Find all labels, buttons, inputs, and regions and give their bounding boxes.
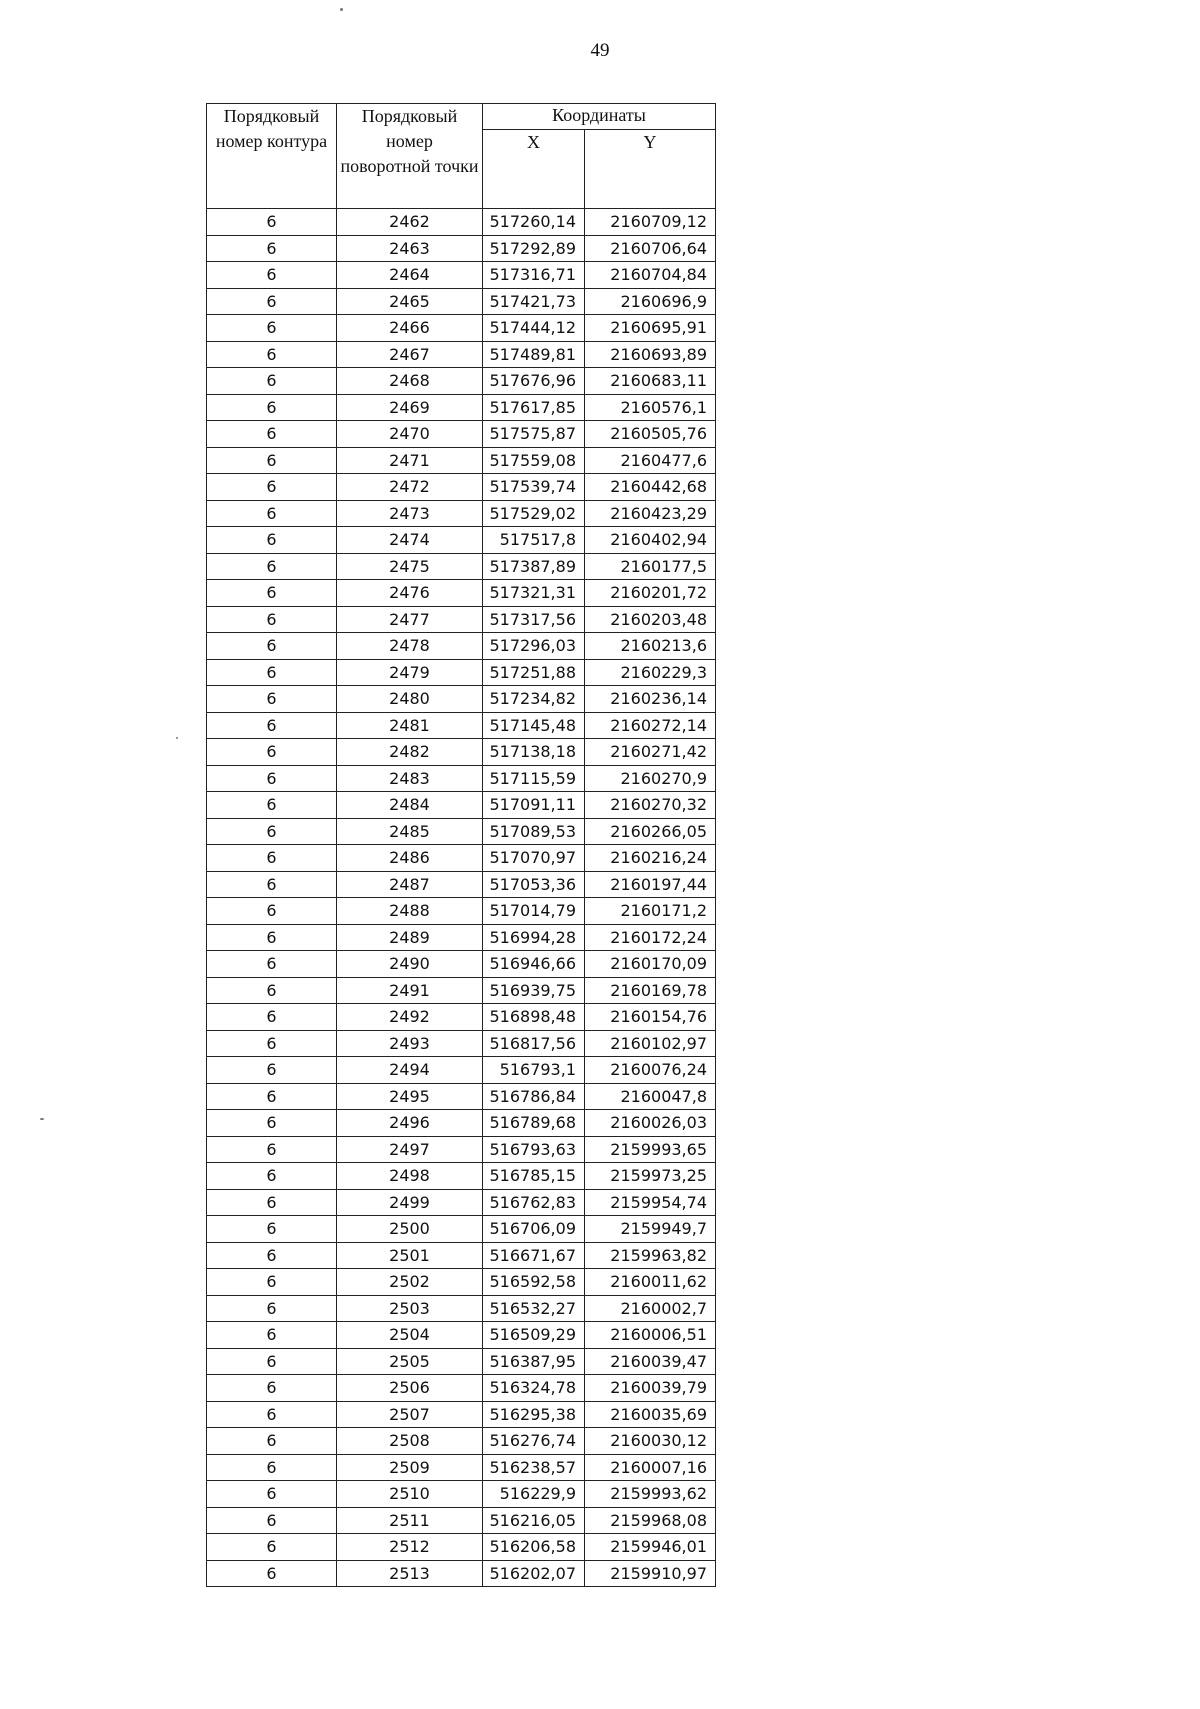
contour-cell: 6 xyxy=(207,845,337,872)
y-cell: 2160216,24 xyxy=(585,845,716,872)
x-cell: 516238,57 xyxy=(483,1454,585,1481)
point-cell: 2512 xyxy=(337,1534,483,1561)
y-cell: 2160213,6 xyxy=(585,633,716,660)
y-cell: 2160197,44 xyxy=(585,871,716,898)
contour-cell: 6 xyxy=(207,1057,337,1084)
table-row xyxy=(207,1242,716,1269)
table-row xyxy=(207,1454,716,1481)
y-cell: 2160709,12 xyxy=(585,209,716,236)
y-cell: 2160177,5 xyxy=(585,553,716,580)
point-cell: 2507 xyxy=(337,1401,483,1428)
x-cell: 516994,28 xyxy=(483,924,585,951)
contour-cell: 6 xyxy=(207,527,337,554)
x-cell: 516793,1 xyxy=(483,1057,585,1084)
y-cell: 2160169,78 xyxy=(585,977,716,1004)
x-cell: 517676,96 xyxy=(483,368,585,395)
x-cell: 517444,12 xyxy=(483,315,585,342)
contour-cell: 6 xyxy=(207,606,337,633)
point-cell: 2505 xyxy=(337,1348,483,1375)
y-cell: 2160172,24 xyxy=(585,924,716,951)
contour-cell: 6 xyxy=(207,1534,337,1561)
point-cell: 2487 xyxy=(337,871,483,898)
page-number: 49 xyxy=(590,40,610,61)
header-coordinates: Координаты xyxy=(483,104,716,130)
y-cell: 2160271,42 xyxy=(585,739,716,766)
point-cell: 2508 xyxy=(337,1428,483,1455)
x-cell: 516229,9 xyxy=(483,1481,585,1508)
table-row xyxy=(207,1348,716,1375)
point-cell: 2477 xyxy=(337,606,483,633)
point-cell: 2478 xyxy=(337,633,483,660)
contour-cell: 6 xyxy=(207,871,337,898)
x-cell: 517091,11 xyxy=(483,792,585,819)
table-row xyxy=(207,845,716,872)
y-cell: 2160102,97 xyxy=(585,1030,716,1057)
x-cell: 517014,79 xyxy=(483,898,585,925)
contour-cell: 6 xyxy=(207,1428,337,1455)
x-cell: 516592,58 xyxy=(483,1269,585,1296)
contour-cell: 6 xyxy=(207,1030,337,1057)
point-cell: 2491 xyxy=(337,977,483,1004)
x-cell: 516671,67 xyxy=(483,1242,585,1269)
point-cell: 2498 xyxy=(337,1163,483,1190)
contour-cell: 6 xyxy=(207,659,337,686)
y-cell: 2159963,82 xyxy=(585,1242,716,1269)
point-cell: 2463 xyxy=(337,235,483,262)
point-cell: 2475 xyxy=(337,553,483,580)
y-cell: 2160171,2 xyxy=(585,898,716,925)
y-cell: 2159910,97 xyxy=(585,1560,716,1587)
x-cell: 516706,09 xyxy=(483,1216,585,1243)
point-cell: 2495 xyxy=(337,1083,483,1110)
x-cell: 517539,74 xyxy=(483,474,585,501)
table-row xyxy=(207,288,716,315)
table-row xyxy=(207,447,716,474)
contour-cell: 6 xyxy=(207,315,337,342)
contour-cell: 6 xyxy=(207,421,337,448)
table-row xyxy=(207,553,716,580)
header-point-number: Порядковый номер поворотной точки xyxy=(337,104,483,209)
x-cell: 516946,66 xyxy=(483,951,585,978)
contour-cell: 6 xyxy=(207,1269,337,1296)
table-row xyxy=(207,527,716,554)
point-cell: 2493 xyxy=(337,1030,483,1057)
y-cell: 2160076,24 xyxy=(585,1057,716,1084)
contour-cell: 6 xyxy=(207,368,337,395)
contour-cell: 6 xyxy=(207,209,337,236)
table-row xyxy=(207,368,716,395)
x-cell: 517517,8 xyxy=(483,527,585,554)
y-cell: 2160683,11 xyxy=(585,368,716,395)
point-cell: 2467 xyxy=(337,341,483,368)
table-row xyxy=(207,1110,716,1137)
table-row xyxy=(207,474,716,501)
point-cell: 2488 xyxy=(337,898,483,925)
contour-cell: 6 xyxy=(207,474,337,501)
y-cell: 2160505,76 xyxy=(585,421,716,448)
table-row xyxy=(207,421,716,448)
contour-cell: 6 xyxy=(207,580,337,607)
y-cell: 2160402,94 xyxy=(585,527,716,554)
x-cell: 516324,78 xyxy=(483,1375,585,1402)
point-cell: 2513 xyxy=(337,1560,483,1587)
point-cell: 2471 xyxy=(337,447,483,474)
y-cell: 2160695,91 xyxy=(585,315,716,342)
table-row xyxy=(207,1295,716,1322)
y-cell: 2159973,25 xyxy=(585,1163,716,1190)
y-cell: 2160007,16 xyxy=(585,1454,716,1481)
y-cell: 2160039,79 xyxy=(585,1375,716,1402)
y-cell: 2160706,64 xyxy=(585,235,716,262)
y-cell: 2160704,84 xyxy=(585,262,716,289)
contour-cell: 6 xyxy=(207,686,337,713)
point-cell: 2462 xyxy=(337,209,483,236)
x-cell: 516898,48 xyxy=(483,1004,585,1031)
y-cell: 2160576,1 xyxy=(585,394,716,421)
y-cell: 2160272,14 xyxy=(585,712,716,739)
contour-cell: 6 xyxy=(207,288,337,315)
y-cell: 2160423,29 xyxy=(585,500,716,527)
point-cell: 2473 xyxy=(337,500,483,527)
table-row xyxy=(207,262,716,289)
contour-cell: 6 xyxy=(207,1348,337,1375)
table-row xyxy=(207,1083,716,1110)
y-cell: 2159954,74 xyxy=(585,1189,716,1216)
contour-cell: 6 xyxy=(207,1375,337,1402)
point-cell: 2500 xyxy=(337,1216,483,1243)
contour-cell: 6 xyxy=(207,235,337,262)
x-cell: 516762,83 xyxy=(483,1189,585,1216)
x-cell: 517251,88 xyxy=(483,659,585,686)
x-cell: 516387,95 xyxy=(483,1348,585,1375)
x-cell: 517489,81 xyxy=(483,341,585,368)
contour-cell: 6 xyxy=(207,1110,337,1137)
point-cell: 2479 xyxy=(337,659,483,686)
x-cell: 517421,73 xyxy=(483,288,585,315)
table-row xyxy=(207,1216,716,1243)
x-cell: 517234,82 xyxy=(483,686,585,713)
point-cell: 2470 xyxy=(337,421,483,448)
contour-cell: 6 xyxy=(207,500,337,527)
table-row xyxy=(207,792,716,819)
contour-cell: 6 xyxy=(207,792,337,819)
point-cell: 2499 xyxy=(337,1189,483,1216)
x-cell: 517115,59 xyxy=(483,765,585,792)
point-cell: 2497 xyxy=(337,1136,483,1163)
table-row xyxy=(207,606,716,633)
table-row xyxy=(207,341,716,368)
x-cell: 516789,68 xyxy=(483,1110,585,1137)
table-row xyxy=(207,235,716,262)
table-row xyxy=(207,394,716,421)
contour-cell: 6 xyxy=(207,1189,337,1216)
table-row xyxy=(207,1057,716,1084)
table-row xyxy=(207,898,716,925)
y-cell: 2160154,76 xyxy=(585,1004,716,1031)
point-cell: 2494 xyxy=(337,1057,483,1084)
y-cell: 2160047,8 xyxy=(585,1083,716,1110)
table-row xyxy=(207,580,716,607)
table-row xyxy=(207,712,716,739)
y-cell: 2160270,32 xyxy=(585,792,716,819)
y-cell: 2159993,65 xyxy=(585,1136,716,1163)
contour-cell: 6 xyxy=(207,739,337,766)
point-cell: 2484 xyxy=(337,792,483,819)
x-cell: 517089,53 xyxy=(483,818,585,845)
contour-cell: 6 xyxy=(207,553,337,580)
point-cell: 2496 xyxy=(337,1110,483,1137)
y-cell: 2160696,9 xyxy=(585,288,716,315)
scan-speck xyxy=(176,737,178,739)
point-cell: 2511 xyxy=(337,1507,483,1534)
y-cell: 2160266,05 xyxy=(585,818,716,845)
table-row xyxy=(207,686,716,713)
point-cell: 2486 xyxy=(337,845,483,872)
contour-cell: 6 xyxy=(207,951,337,978)
table-row xyxy=(207,1322,716,1349)
table-row xyxy=(207,1428,716,1455)
x-cell: 517617,85 xyxy=(483,394,585,421)
contour-cell: 6 xyxy=(207,1242,337,1269)
table-row xyxy=(207,765,716,792)
y-cell: 2160236,14 xyxy=(585,686,716,713)
point-cell: 2472 xyxy=(337,474,483,501)
contour-cell: 6 xyxy=(207,341,337,368)
point-cell: 2490 xyxy=(337,951,483,978)
contour-cell: 6 xyxy=(207,818,337,845)
y-cell: 2160026,03 xyxy=(585,1110,716,1137)
point-cell: 2465 xyxy=(337,288,483,315)
table-row xyxy=(207,739,716,766)
point-cell: 2510 xyxy=(337,1481,483,1508)
x-cell: 516786,84 xyxy=(483,1083,585,1110)
table-row xyxy=(207,871,716,898)
y-cell: 2160442,68 xyxy=(585,474,716,501)
table-row xyxy=(207,633,716,660)
point-cell: 2474 xyxy=(337,527,483,554)
contour-cell: 6 xyxy=(207,1216,337,1243)
y-cell: 2159946,01 xyxy=(585,1534,716,1561)
point-cell: 2504 xyxy=(337,1322,483,1349)
y-cell: 2159993,62 xyxy=(585,1481,716,1508)
x-cell: 517145,48 xyxy=(483,712,585,739)
point-cell: 2483 xyxy=(337,765,483,792)
table-row xyxy=(207,1269,716,1296)
table-row xyxy=(207,1401,716,1428)
x-cell: 516793,63 xyxy=(483,1136,585,1163)
contour-cell: 6 xyxy=(207,633,337,660)
x-cell: 516939,75 xyxy=(483,977,585,1004)
table-row xyxy=(207,209,716,236)
y-cell: 2160201,72 xyxy=(585,580,716,607)
table-row xyxy=(207,1030,716,1057)
y-cell: 2160170,09 xyxy=(585,951,716,978)
table-row xyxy=(207,315,716,342)
table-row xyxy=(207,924,716,951)
point-cell: 2485 xyxy=(337,818,483,845)
table-row xyxy=(207,951,716,978)
table-row xyxy=(207,1481,716,1508)
x-cell: 516202,07 xyxy=(483,1560,585,1587)
y-cell: 2160039,47 xyxy=(585,1348,716,1375)
x-cell: 516206,58 xyxy=(483,1534,585,1561)
table-header xyxy=(207,104,716,209)
x-cell: 517316,71 xyxy=(483,262,585,289)
y-cell: 2160002,7 xyxy=(585,1295,716,1322)
y-cell: 2159968,08 xyxy=(585,1507,716,1534)
x-cell: 516216,05 xyxy=(483,1507,585,1534)
y-cell: 2159949,7 xyxy=(585,1216,716,1243)
scan-speck xyxy=(40,1118,44,1120)
point-cell: 2469 xyxy=(337,394,483,421)
contour-cell: 6 xyxy=(207,898,337,925)
x-cell: 517575,87 xyxy=(483,421,585,448)
point-cell: 2503 xyxy=(337,1295,483,1322)
x-cell: 517070,97 xyxy=(483,845,585,872)
point-cell: 2480 xyxy=(337,686,483,713)
table-row xyxy=(207,500,716,527)
x-cell: 517138,18 xyxy=(483,739,585,766)
contour-cell: 6 xyxy=(207,394,337,421)
x-cell: 517317,56 xyxy=(483,606,585,633)
table-row xyxy=(207,1004,716,1031)
x-cell: 516785,15 xyxy=(483,1163,585,1190)
x-cell: 517559,08 xyxy=(483,447,585,474)
x-cell: 517296,03 xyxy=(483,633,585,660)
y-cell: 2160030,12 xyxy=(585,1428,716,1455)
x-cell: 516295,38 xyxy=(483,1401,585,1428)
x-cell: 517260,14 xyxy=(483,209,585,236)
table-row xyxy=(207,1507,716,1534)
table-body xyxy=(207,209,716,1587)
x-cell: 516532,27 xyxy=(483,1295,585,1322)
table-row xyxy=(207,659,716,686)
scan-speck xyxy=(340,8,343,11)
x-cell: 516509,29 xyxy=(483,1322,585,1349)
y-cell: 2160270,9 xyxy=(585,765,716,792)
table-row xyxy=(207,1189,716,1216)
contour-cell: 6 xyxy=(207,924,337,951)
y-cell: 2160035,69 xyxy=(585,1401,716,1428)
point-cell: 2466 xyxy=(337,315,483,342)
point-cell: 2464 xyxy=(337,262,483,289)
y-cell: 2160477,6 xyxy=(585,447,716,474)
contour-cell: 6 xyxy=(207,1454,337,1481)
x-cell: 517321,31 xyxy=(483,580,585,607)
contour-cell: 6 xyxy=(207,1004,337,1031)
contour-cell: 6 xyxy=(207,765,337,792)
point-cell: 2502 xyxy=(337,1269,483,1296)
table-row xyxy=(207,1136,716,1163)
point-cell: 2509 xyxy=(337,1454,483,1481)
point-cell: 2506 xyxy=(337,1375,483,1402)
point-cell: 2492 xyxy=(337,1004,483,1031)
point-cell: 2489 xyxy=(337,924,483,951)
point-cell: 2482 xyxy=(337,739,483,766)
contour-cell: 6 xyxy=(207,447,337,474)
table-row xyxy=(207,1375,716,1402)
point-cell: 2476 xyxy=(337,580,483,607)
contour-cell: 6 xyxy=(207,712,337,739)
contour-cell: 6 xyxy=(207,1507,337,1534)
table-row xyxy=(207,1560,716,1587)
x-cell: 516276,74 xyxy=(483,1428,585,1455)
point-cell: 2501 xyxy=(337,1242,483,1269)
contour-cell: 6 xyxy=(207,1560,337,1587)
x-cell: 517529,02 xyxy=(483,500,585,527)
point-cell: 2468 xyxy=(337,368,483,395)
x-cell: 517387,89 xyxy=(483,553,585,580)
contour-cell: 6 xyxy=(207,1136,337,1163)
y-cell: 2160229,3 xyxy=(585,659,716,686)
contour-cell: 6 xyxy=(207,262,337,289)
table-row xyxy=(207,818,716,845)
contour-cell: 6 xyxy=(207,1163,337,1190)
y-cell: 2160006,51 xyxy=(585,1322,716,1349)
y-cell: 2160693,89 xyxy=(585,341,716,368)
y-cell: 2160203,48 xyxy=(585,606,716,633)
x-cell: 517292,89 xyxy=(483,235,585,262)
header-y: Y xyxy=(585,130,716,209)
contour-cell: 6 xyxy=(207,1083,337,1110)
x-cell: 516817,56 xyxy=(483,1030,585,1057)
table-row xyxy=(207,1534,716,1561)
contour-cell: 6 xyxy=(207,1401,337,1428)
coordinates-table xyxy=(206,103,716,1587)
x-cell: 517053,36 xyxy=(483,871,585,898)
contour-cell: 6 xyxy=(207,977,337,1004)
table-row xyxy=(207,977,716,1004)
contour-cell: 6 xyxy=(207,1322,337,1349)
point-cell: 2481 xyxy=(337,712,483,739)
contour-cell: 6 xyxy=(207,1295,337,1322)
y-cell: 2160011,62 xyxy=(585,1269,716,1296)
table-row xyxy=(207,1163,716,1190)
contour-cell: 6 xyxy=(207,1481,337,1508)
header-x: X xyxy=(483,130,585,209)
header-contour-number: Порядковый номер контура xyxy=(207,104,337,209)
